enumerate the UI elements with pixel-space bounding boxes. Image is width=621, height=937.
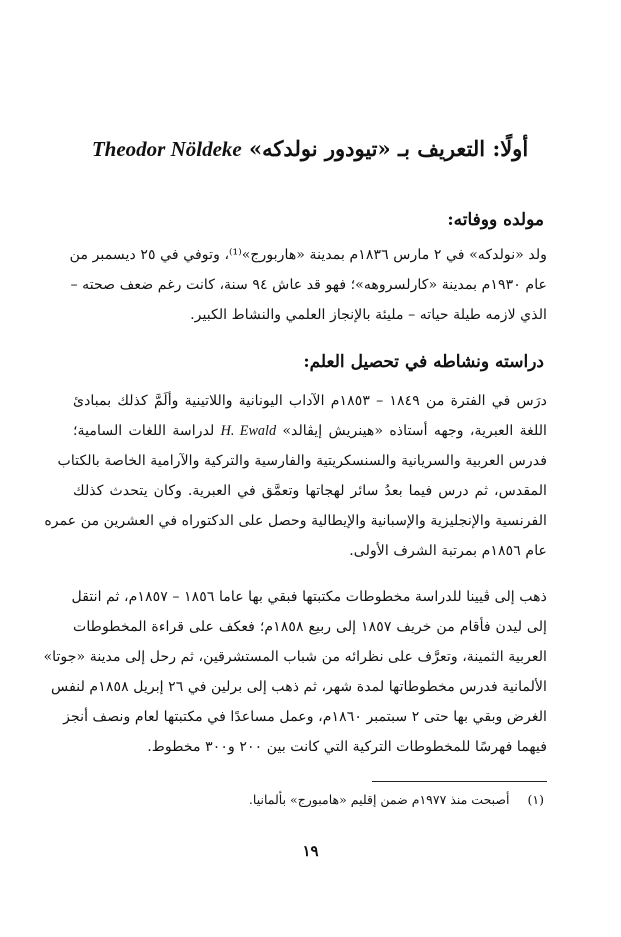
section-heading-studies: دراسته ونشاطه في تحصيل العلم: [303,352,544,372]
text-line: عام ١٩٣٠م بمدينة «كارلسروهه»؛ فهو قد عاش ٩٤ سنة، كانت رغم ضعف صحته – [70,277,547,293]
footnote-text: أصبحت منذ ١٩٧٧م ضمن إقليم «هامبورج» بألمانيا. [248,792,510,807]
title-latin: Theodor Nöldeke [91,137,242,161]
paragraph-birth-death [69,240,547,330]
title-arabic: أولًا: التعريف بـ «تيودور نولدكه» [249,136,529,161]
text-line: إلى ليدن فأقام من خريف ١٨٥٧ إلى ربيع ١٨٥٨م؛ فعكف على قراءة المخطوطات [73,619,547,635]
text-line: العربية الثمينة، وتعرَّف على نظرائه من شباب المستشرقين، ثم رحل إلى مدينة «جوتا» [43,649,547,665]
text-line: الألمانية فدرس مخطوطاتها لمدة شهر، ثم ذهب إلى برلين في ٢٦ إبريل ١٨٥٨م لنفس [51,679,547,695]
text-line: عام ١٨٥٦م بمرتبة الشرف الأولى. [349,543,547,559]
paragraph-studies [44,386,547,566]
text-line: فدرس العربية والسريانية والسنسكريتية والفارسية والتركية والآرامية الخاصة بالكتاب [57,453,547,469]
text-line: فيهما فهرسًا للمخطوطات التركية التي كانت بين ٢٠٠ و٣٠٠ مخطوط. [147,739,547,755]
latin-name: H. Ewald [220,423,277,439]
footnote-marker: (١) [527,792,544,807]
text-line: ولد «نولدكه» في ٢ مارس ١٨٣٦م بمدينة «هاربورج»⁽¹⁾، وتوفي في ٢٥ ديسمبر من [69,247,547,263]
paragraph-travels [43,582,547,762]
text-line: الذي لازمه طيلة حياته – مليئة بالإنجاز العلمي والنشاط الكبير. [190,307,547,323]
text-line: الغرض وبقي بها حتى ٢ سبتمبر ١٨٦٠م، وعمل مساعدًا في مكتبتها لعام ونصف أنجز [63,709,547,725]
footnote [249,792,544,807]
section-heading-birth-death: مولده ووفاته: [447,210,544,230]
text-line: المقدس، ثم درس فيما بعدُ سائر لهجاتها وتعمَّق في العبرية. وكان يتحدث كذلك [73,483,547,499]
footnote-divider [372,781,547,782]
text-line: ذهب إلى ڤيينا للدراسة مخطوطات مكتبتها فبقي بها عاما ١٨٥٦ – ١٨٥٧م، ثم انتقل [71,589,547,605]
text-line: الفرنسية والإنجليزية والإسبانية والإيطالية وحصل على الدكتوراه في العشرين من عمره [44,513,547,529]
page-title [60,136,560,162]
text-line: درَس في الفترة من ١٨٤٩ – ١٨٥٣م الآداب اليونانية واللاتينية وألَمَّ كذلك بمبادئ [73,393,547,409]
page-number: ١٩ [302,842,319,860]
text-line: اللغة العبرية، وجهه أستاذه «هينريش إيڤالد» H. Ewald لدراسة اللغات السامية؛ [73,423,547,439]
